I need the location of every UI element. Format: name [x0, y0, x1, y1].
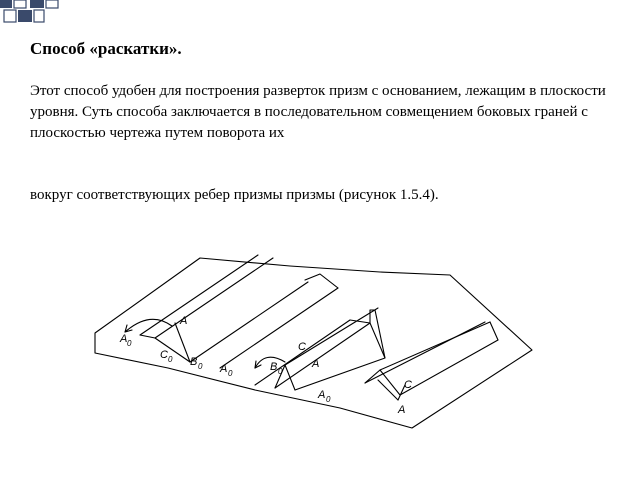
prism-edge: [190, 282, 308, 362]
corner-square: [4, 10, 16, 22]
prism-edge: [490, 322, 498, 340]
point-label: C: [404, 379, 412, 391]
prism-edge: [140, 255, 258, 335]
prism-edge: [365, 370, 400, 395]
prism-edge: [220, 288, 338, 368]
drawing-plane-outline: [95, 258, 532, 428]
point-label: A: [120, 333, 128, 345]
slide-title: Способ «раскатки».: [30, 39, 182, 58]
corner-decoration: [0, 0, 64, 24]
prism-edge: [285, 308, 378, 365]
corner-square: [14, 0, 26, 8]
point-label: A: [312, 358, 320, 370]
point-label: B: [190, 356, 198, 368]
point-label: A: [398, 404, 406, 416]
prism-edge: [175, 323, 190, 362]
point-subscript: 0: [326, 395, 331, 404]
point-label: A: [318, 389, 326, 401]
prism-edge: [370, 310, 385, 358]
prism-edge: [400, 340, 498, 395]
corner-square: [0, 0, 12, 8]
point-subscript: 0: [198, 362, 203, 371]
point-labels: [119, 315, 412, 416]
point-subscript: 0: [168, 355, 173, 364]
corner-square: [30, 0, 44, 8]
slide-paragraph: вокруг соответствующих ребер призмы призмы (рисунок 1.5.4).: [30, 187, 439, 203]
slide-paragraph: Этот способ удобен для построения разверток призм с основанием, лежащим в плоскости уровня. Суть способа заключается в последовательном совмещением боковых граней с плоскостью чертежа путем поворота их: [30, 83, 606, 141]
point-subscript: 0: [228, 369, 233, 378]
point-subscript: 0: [278, 367, 283, 376]
point-subscript: 0: [127, 339, 132, 348]
corner-square: [46, 0, 58, 8]
point-label: A: [220, 363, 228, 375]
corner-square: [34, 10, 44, 22]
prism-unfolding-figure: [80, 250, 540, 445]
prism-edge: [275, 323, 370, 388]
prism-edge: [305, 274, 338, 288]
prism-edge: [378, 380, 398, 400]
prism-edge: [155, 258, 273, 338]
point-label: B: [270, 361, 278, 373]
prism-edge: [380, 322, 490, 370]
point-label: C: [160, 349, 168, 361]
point-label: C: [298, 341, 306, 353]
point-label: A: [180, 315, 188, 327]
corner-square: [18, 10, 32, 22]
